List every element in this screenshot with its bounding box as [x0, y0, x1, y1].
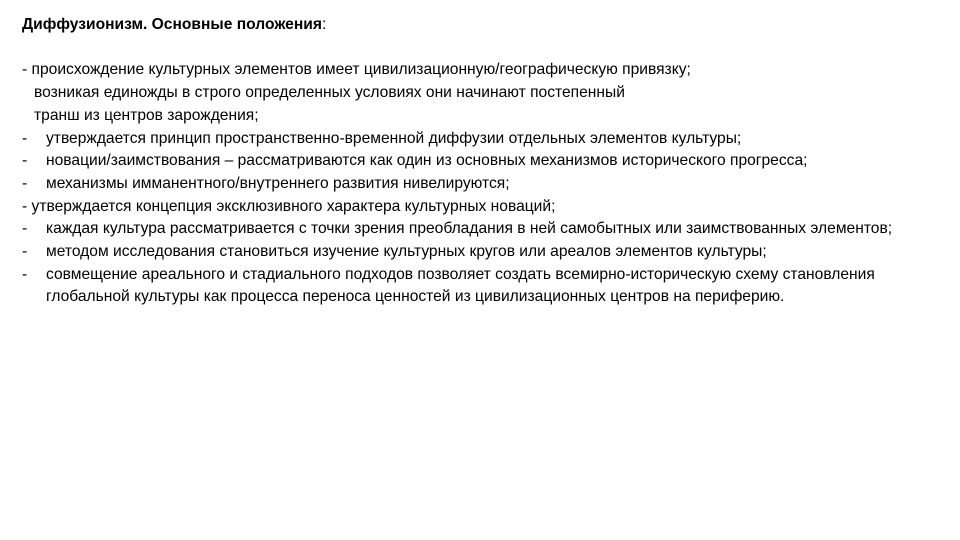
list-item-text: утверждается принцип пространственно-временной диффузии отдельных элементов культуры; [46, 129, 742, 147]
intro-line-3: транш из центров зарождения; [34, 106, 259, 124]
inline-list-item: - утверждается концепция эксклюзивного характера культурных новаций; [22, 197, 556, 215]
list-item-text: новации/заимствования – рассматриваются как один из основных механизмов исторического прогресса; [46, 152, 808, 170]
bullet-dash: - [22, 220, 28, 238]
list-item-text: механизмы имманентного/внутреннего развития нивелируются; [46, 174, 510, 192]
blank-line [22, 37, 937, 60]
list-item [22, 264, 937, 309]
list-item-text: совмещение ареального и стадиального подходов позволяет создать всемирно-историческую схему становления глобальной культуры как процесса переноса ценностей из цивилизационных центров на периферию. [46, 265, 875, 306]
list-item [22, 150, 937, 173]
list-item [22, 241, 937, 264]
list-item-text: каждая культура рассматривается с точки зрения преобладания в ней самобытных или заимствованных элементов; [46, 220, 893, 238]
intro-line-2: возникая единожды в строго определенных условиях они начинают постепенный [34, 84, 625, 102]
slide-title [22, 14, 937, 37]
bullet-dash: - [22, 152, 28, 170]
bullet-dash: - [22, 129, 28, 147]
list-item [22, 128, 937, 151]
bullet-dash: - [22, 243, 28, 261]
title-bold-text: Диффузионизм. Основные положения [22, 16, 322, 33]
title-suffix: : [321, 16, 327, 33]
list-item [22, 173, 937, 196]
list-item [22, 218, 937, 241]
intro-line-1: - происхождение культурных элементов имеет цивилизационную/географическую привязку; [22, 61, 691, 79]
bullet-dash: - [22, 265, 28, 283]
list-item-text: методом исследования становиться изучение культурных кругов или ареалов элементов культуры; [46, 243, 767, 261]
bullet-dash: - [22, 174, 28, 192]
slide-content [22, 14, 937, 309]
